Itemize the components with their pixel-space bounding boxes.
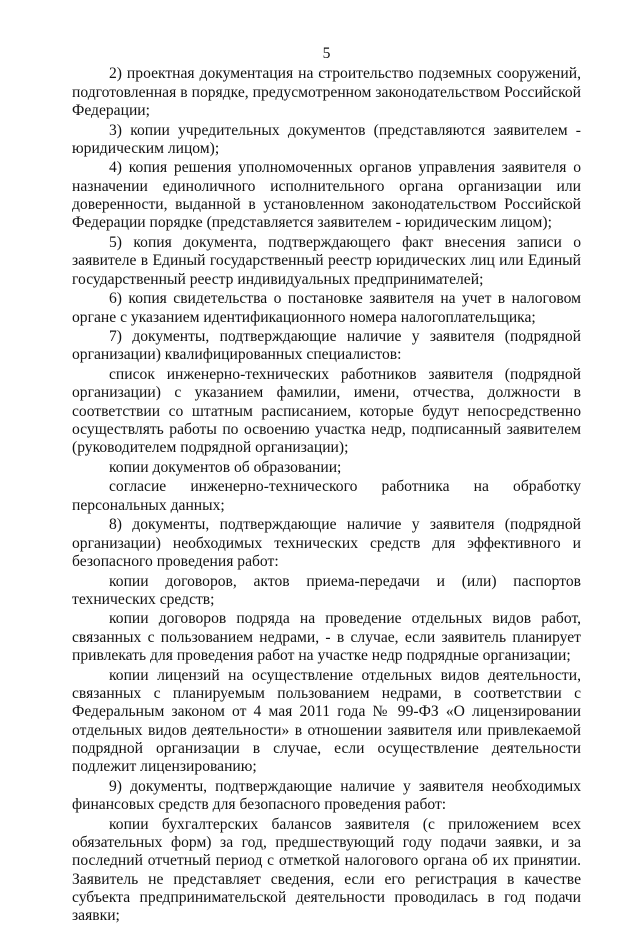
paragraph-item-9: 9) документы, подтверждающие наличие у заявителя необходимых финансовых средств для безопасного проведения работ:: [72, 777, 581, 814]
paragraph-personal-data-consent: согласие инженерно-технического работника на обработку персональных данных;: [72, 478, 581, 514]
paragraph-item-4: 4) копия решения уполномоченных органов управления заявителя о назначении единоличного исполнительного органа организации или доверенности, выданной в установленном законодательством Российской Федерации порядке (представляется заявителем - юридическим лицом);: [72, 159, 581, 232]
paragraph-license-copies: копии лицензий на осуществление отдельных видов деятельности, связанных с планируемым пользованием недрами, в соответствии с Федеральным законом от 4 мая 2011 года № 99-ФЗ «О лицензировании отдельных видов деятельности» в отношении заявителя или привлекаемой подрядной организации в случае, если осуществление деятельности подлежит лицензированию;: [72, 666, 581, 776]
paragraph-item-5: 5) копия документа, подтверждающего факт внесения записи о заявителе в Единый государственный реестр юридических лиц или Единый государственный реестр индивидуальных предпринимателей;: [72, 234, 581, 288]
paragraph-item-2: 2) проектная документация на строительство подземных сооружений, подготовленная в порядке, предусмотренном законодательством Российской Федерации;: [72, 65, 581, 120]
paragraph-item-7: 7) документы, подтверждающие наличие у заявителя (подрядной организации) квалифицированных специалистов:: [72, 328, 581, 364]
paragraph-item-3: 3) копии учредительных документов (представляются заявителем - юридическим лицом);: [72, 121, 581, 157]
paragraph-staff-list: список инженерно-технических работников заявителя (подрядной организации) с указанием фамилии, имени, отчества, должности в соответствии со штатным расписанием, которые будут непосредственно осуществлять работы по освоению участка недр, подписанный заявителем (руководителем подрядной организации);: [72, 365, 581, 457]
paragraph-equipment-contracts: копии договоров, актов приема-передачи и (или) паспортов технических средств;: [72, 572, 581, 608]
paragraph-balance-sheets: копии бухгалтерских балансов заявителя (с приложением всех обязательных форм) за год, предшествующий году подачи заявки, и за последний отчетный период с отметкой налогового органа об их принятии. Заявитель не представляет сведения, если его регистрация в качестве субъекта предпринимательской деятельности проводилась в год подачи заявки;: [72, 815, 581, 925]
page-number: 5: [322, 45, 331, 62]
paragraph-item-8: 8) документы, подтверждающие наличие у заявителя (подрядной организации) необходимых технических средств для эффективного и безопасного проведения работ:: [72, 516, 581, 570]
document-body: [72, 65, 581, 925]
paragraph-item-6: 6) копия свидетельства о постановке заявителя на учет в налоговом органе с указанием идентификационного номера налогоплательщика;: [72, 290, 581, 326]
paragraph-subcontract-copies: копии договоров подряда на проведение отдельных видов работ, связанных с пользованием недрами, - в случае, если заявитель планирует привлекать для проведения работ на участке недр подрядные организации;: [72, 610, 581, 665]
paragraph-education-docs: копии документов об образовании;: [109, 458, 342, 476]
